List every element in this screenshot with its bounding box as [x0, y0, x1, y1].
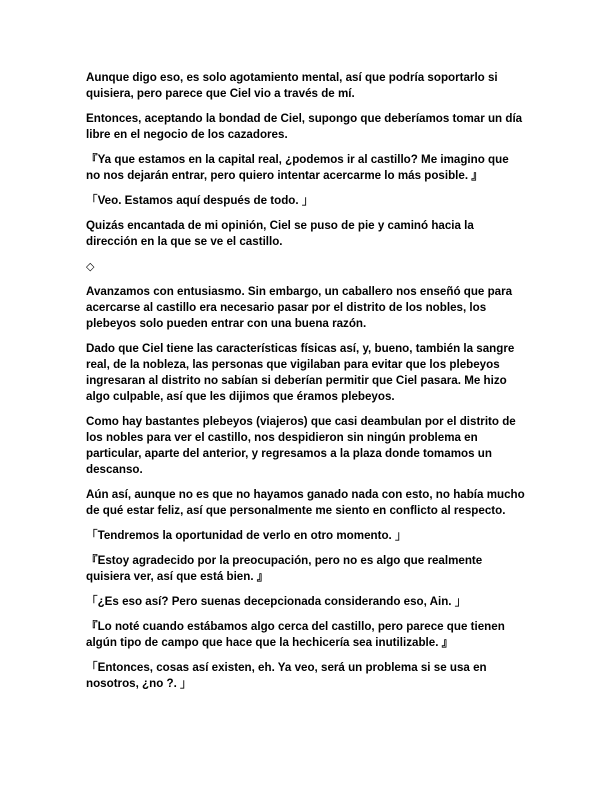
dialogue-7: 「Entonces, cosas así existen, eh. Ya veo, será un problema si se usa en nosotros, ¿no ?. 」: [86, 661, 487, 690]
paragraph-5: Dado que Ciel tiene las características físicas así, y, bueno, también la sangre real, de la nobleza, las personas que vigilaban para evitar que los plebeyos ingresaran al distrito no sabían si deberían permitir que Ciel pasara. Me hizo algo culpable, así que les dijimos que éramos plebeyos.: [86, 342, 515, 403]
paragraph-1: Aunque digo eso, es solo agotamiento mental, así que podría soportarlo si quisiera, pero parece que Ciel vio a través de mí.: [86, 71, 498, 100]
paragraph-4: Avanzamos con entusiasmo. Sin embargo, un caballero nos enseñó que para acercarse al castillo era necesario pasar por el distrito de los nobles, los plebeyos solo pueden entrar con una buena razón.: [86, 285, 513, 330]
paragraph-2: Entonces, aceptando la bondad de Ciel, supongo que deberíamos tomar un día libre en el negocio de los cazadores.: [86, 112, 523, 141]
dialogue-1: 『Ya que estamos en la capital real, ¿podemos ir al castillo? Me imagino que no nos dejarán entrar, pero quiero intentar acercarme lo más posible. 』: [86, 153, 509, 182]
dialogue-6: 『Lo noté cuando estábamos algo cerca del castillo, pero parece que tienen algún tipo de campo que hace que la hechicería sea inutilizable. 』: [86, 620, 505, 649]
paragraph-3: Quizás encantada de mi opinión, Ciel se puso de pie y caminó hacia la dirección en la que se ve el castillo.: [86, 219, 474, 248]
dialogue-2: 「Veo. Estamos aquí después de todo. 」: [86, 194, 314, 207]
dialogue-4: 『Estoy agradecido por la preocupación, pero no es algo que realmente quisiera ver, así que está bien. 』: [86, 554, 483, 583]
document-body: [86, 70, 526, 701]
paragraph-7: Aún así, aunque no es que no hayamos ganado nada con esto, no había mucho de qué estar feliz, así que personalmente me siento en conflicto al respecto.: [86, 488, 525, 517]
dialogue-5: 「¿Es eso así? Pero suenas decepcionada considerando eso, Ain. 」: [86, 595, 467, 608]
paragraph-6: Como hay bastantes plebeyos (viajeros) que casi deambulan por el distrito de los nobles para ver el castillo, nos despidieron sin ningún problema en particular, aparte del anterior, y regresamos a la plaza donde tomamos un descanso.: [86, 415, 516, 476]
section-break-diamond: ◇: [86, 261, 95, 273]
dialogue-3: 「Tendremos la oportunidad de verlo en otro momento. 」: [86, 529, 407, 542]
